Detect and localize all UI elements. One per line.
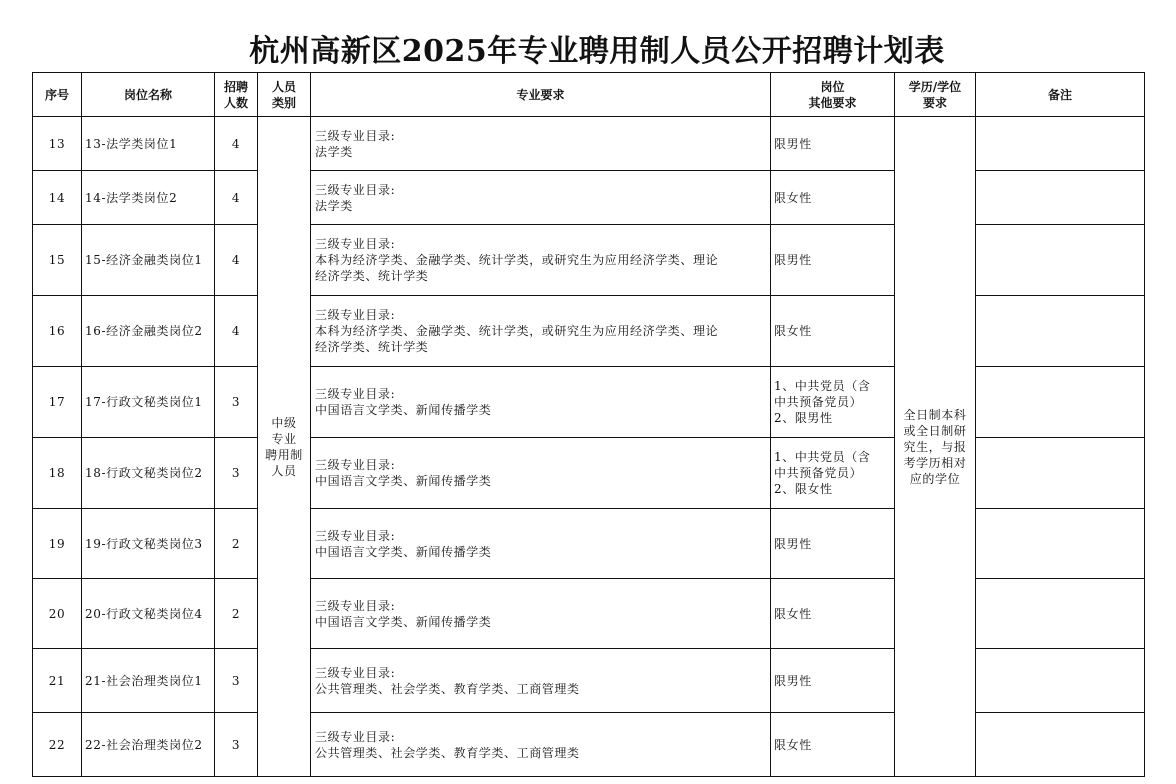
header-other-requirement-line: 其他要求 — [808, 95, 857, 110]
recruitment-plan-table — [32, 72, 1145, 777]
major-requirement-line: 三级专业目录: — [315, 237, 396, 251]
major-requirement-line: 本科为经济学类、金融学类、统计学类，或研究生为应用经济学类、理论 — [315, 324, 719, 338]
major-requirement-line: 三级专业目录: — [315, 182, 396, 197]
header-no: 序号 — [33, 73, 82, 117]
row-number: 15 — [33, 225, 82, 296]
other-requirement-line: 2、限男性 — [774, 411, 833, 425]
major-requirement-line: 法学类 — [315, 144, 353, 159]
other-requirement-line: 限男性 — [774, 536, 812, 551]
remark-cell — [976, 509, 1145, 579]
other-requirement — [771, 171, 895, 225]
hire-count: 2 — [215, 579, 258, 649]
other-requirement — [771, 367, 895, 438]
major-requirement-line: 经济学类、统计学类 — [315, 340, 429, 354]
other-requirement-line: 限女性 — [774, 324, 812, 338]
major-requirement-line: 公共管理类、社会学类、教育学类、工商管理类 — [315, 745, 580, 760]
hire-count: 3 — [215, 649, 258, 713]
major-requirement — [311, 438, 771, 509]
remark-cell — [976, 713, 1145, 777]
hire-count: 2 — [215, 509, 258, 579]
row-number: 16 — [33, 296, 82, 367]
header-staff-type — [258, 73, 311, 117]
major-requirement-line: 中国语言文学类、新闻传播学类 — [315, 614, 492, 629]
staff-type-line: 专业 — [271, 431, 297, 446]
major-requirement-line: 公共管理类、社会学类、教育学类、工商管理类 — [315, 681, 580, 696]
position-name: 22-社会治理类岗位2 — [82, 713, 215, 777]
major-requirement-line: 中国语言文学类、新闻传播学类 — [315, 544, 492, 559]
education-requirement-line: 应的学位 — [909, 471, 961, 486]
major-requirement-line: 三级专业目录: — [315, 598, 396, 613]
major-requirement — [311, 296, 771, 367]
staff-type-line: 聘用制 — [265, 447, 303, 462]
other-requirement — [771, 225, 895, 296]
education-requirement-line: 或全日制研 — [903, 423, 967, 438]
other-requirement — [771, 296, 895, 367]
hire-count: 3 — [215, 367, 258, 438]
other-requirement — [771, 438, 895, 509]
staff-type-cell — [258, 117, 311, 777]
major-requirement — [311, 171, 771, 225]
row-number: 17 — [33, 367, 82, 438]
major-requirement — [311, 509, 771, 579]
remark-cell — [976, 649, 1145, 713]
header-other-requirement-line: 岗位 — [820, 79, 845, 94]
major-requirement — [311, 367, 771, 438]
major-requirement-line: 三级专业目录: — [315, 528, 396, 543]
other-requirement-line: 限男性 — [774, 673, 812, 688]
major-requirement-line: 中国语言文学类、新闻传播学类 — [315, 403, 492, 417]
position-name: 19-行政文秘类岗位3 — [82, 509, 215, 579]
table-row — [33, 117, 1145, 171]
other-requirement-line: 限女性 — [774, 190, 812, 205]
major-requirement-line: 三级专业目录: — [315, 458, 396, 472]
other-requirement — [771, 117, 895, 171]
table-row — [33, 713, 1145, 777]
other-requirement — [771, 649, 895, 713]
header-education-requirement-line: 学历/学位 — [908, 79, 962, 94]
major-requirement — [311, 117, 771, 171]
other-requirement-line: 中共预备党员） — [774, 395, 863, 409]
major-requirement-line: 三级专业目录: — [315, 387, 396, 401]
row-number: 18 — [33, 438, 82, 509]
header-major-requirement: 专业要求 — [311, 73, 771, 117]
other-requirement-line: 限男性 — [774, 136, 812, 151]
staff-type-line: 人员 — [271, 463, 297, 478]
row-number: 20 — [33, 579, 82, 649]
row-number: 13 — [33, 117, 82, 171]
row-number: 22 — [33, 713, 82, 777]
row-number: 19 — [33, 509, 82, 579]
hire-count: 4 — [215, 171, 258, 225]
table-row — [33, 649, 1145, 713]
header-staff-type-line: 人员 — [271, 79, 296, 94]
row-number: 14 — [33, 171, 82, 225]
education-requirement-line: 考学历相对 — [903, 455, 967, 470]
position-name: 20-行政文秘类岗位4 — [82, 579, 215, 649]
other-requirement-line: 限女性 — [774, 737, 812, 752]
table-row — [33, 296, 1145, 367]
other-requirement-line: 1、中共党员（含 — [774, 379, 871, 393]
header-education-requirement — [895, 73, 976, 117]
remark-cell — [976, 438, 1145, 509]
table-body — [33, 117, 1145, 777]
major-requirement-line: 三级专业目录: — [315, 665, 396, 680]
major-requirement — [311, 579, 771, 649]
education-requirement-line: 究生，与报 — [903, 439, 967, 454]
major-requirement — [311, 649, 771, 713]
table-row — [33, 438, 1145, 509]
major-requirement-line: 法学类 — [315, 198, 353, 213]
position-name: 13-法学类岗位1 — [82, 117, 215, 171]
other-requirement-line: 2、限女性 — [774, 482, 833, 496]
row-number: 21 — [33, 649, 82, 713]
page-title: 杭州高新区2025年专业聘用制人员公开招聘计划表 — [249, 34, 945, 69]
hire-count: 3 — [215, 438, 258, 509]
remark-cell — [976, 225, 1145, 296]
major-requirement-line: 经济学类、统计学类 — [315, 269, 429, 283]
position-name: 21-社会治理类岗位1 — [82, 649, 215, 713]
header-other-requirement — [771, 73, 895, 117]
position-name: 17-行政文秘类岗位1 — [82, 367, 215, 438]
position-name: 14-法学类岗位2 — [82, 171, 215, 225]
major-requirement-line: 三级专业目录: — [315, 308, 396, 322]
header-hire-count — [215, 73, 258, 117]
header-staff-type-line: 类别 — [271, 95, 296, 110]
other-requirement-line: 1、中共党员（含 — [774, 450, 871, 464]
major-requirement-line: 本科为经济学类、金融学类、统计学类，或研究生为应用经济学类、理论 — [315, 253, 719, 267]
table-row — [33, 367, 1145, 438]
header-education-requirement-line: 要求 — [922, 95, 947, 110]
hire-count: 3 — [215, 713, 258, 777]
other-requirement — [771, 713, 895, 777]
header-hire-count-line: 人数 — [223, 95, 248, 110]
hire-count: 4 — [215, 225, 258, 296]
major-requirement-line: 中国语言文学类、新闻传播学类 — [315, 474, 492, 488]
hire-count: 4 — [215, 296, 258, 367]
table-row — [33, 509, 1145, 579]
other-requirement-line: 中共预备党员） — [774, 466, 863, 480]
position-name: 16-经济金融类岗位2 — [82, 296, 215, 367]
table-header-row — [33, 73, 1145, 117]
major-requirement — [311, 225, 771, 296]
remark-cell — [976, 367, 1145, 438]
header-position-name: 岗位名称 — [82, 73, 215, 117]
remark-cell — [976, 171, 1145, 225]
table-row — [33, 579, 1145, 649]
education-requirement-line: 全日制本科 — [903, 407, 967, 422]
staff-type-line: 中级 — [271, 415, 297, 430]
remark-cell — [976, 117, 1145, 171]
major-requirement-line: 三级专业目录: — [315, 729, 396, 744]
other-requirement-line: 限男性 — [774, 253, 812, 267]
other-requirement — [771, 509, 895, 579]
header-hire-count-line: 招聘 — [223, 79, 248, 94]
other-requirement — [771, 579, 895, 649]
major-requirement-line: 三级专业目录: — [315, 128, 396, 143]
position-name: 15-经济金融类岗位1 — [82, 225, 215, 296]
education-requirement-cell — [895, 117, 976, 777]
position-name: 18-行政文秘类岗位2 — [82, 438, 215, 509]
table-row — [33, 225, 1145, 296]
other-requirement-line: 限女性 — [774, 606, 812, 621]
remark-cell — [976, 296, 1145, 367]
hire-count: 4 — [215, 117, 258, 171]
header-remark: 备注 — [976, 73, 1145, 117]
table-row — [33, 171, 1145, 225]
remark-cell — [976, 579, 1145, 649]
major-requirement — [311, 713, 771, 777]
